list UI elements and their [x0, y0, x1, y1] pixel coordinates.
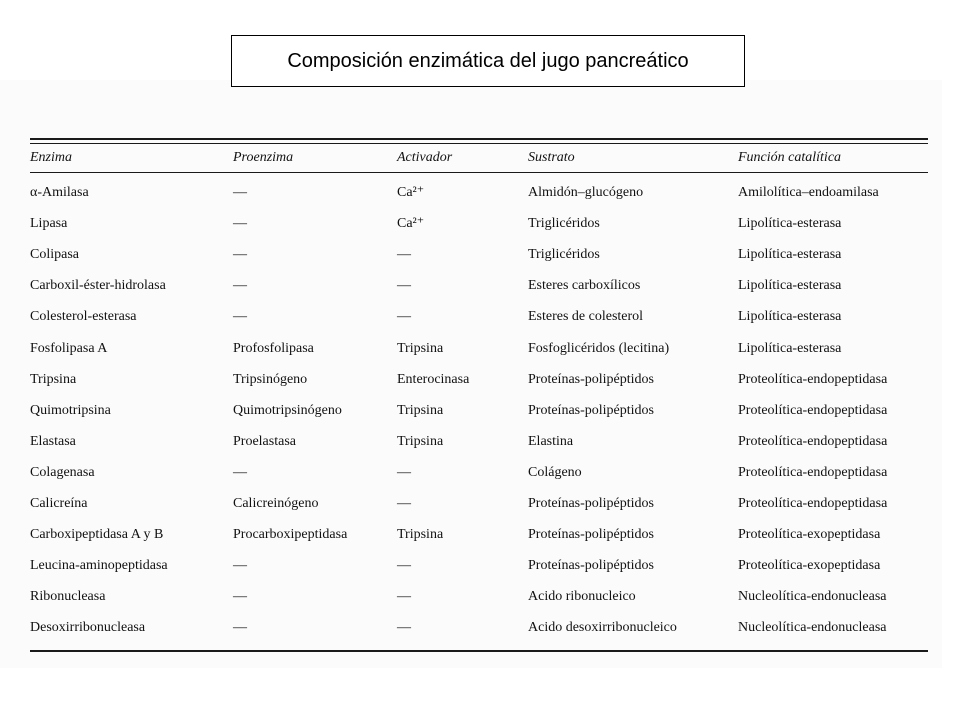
cell-funcion: Lipolítica-esterasa	[738, 247, 842, 263]
cell-proenzima: Tripsinógeno	[233, 371, 308, 387]
cell-funcion: Lipolítica-esterasa	[738, 340, 842, 356]
cell-proenzima: —	[233, 247, 247, 263]
cell-activador: Tripsina	[397, 433, 444, 449]
table-top-rule-thin	[30, 143, 928, 144]
cell-proenzima: Quimotripsinógeno	[233, 402, 342, 418]
cell-sustrato: Fosfoglicéridos (lecitina)	[528, 340, 670, 356]
header-sustrato: Sustrato	[528, 150, 575, 165]
cell-proenzima: —	[233, 309, 247, 325]
cell-proenzima: Profosfolipasa	[233, 340, 314, 356]
cell-enzima: Colesterol-esterasa	[30, 309, 137, 325]
cell-funcion: Nucleolítica-endonucleasa	[738, 589, 887, 605]
cell-enzima: Fosfolipasa A	[30, 340, 108, 356]
header-activador: Activador	[397, 150, 453, 165]
cell-enzima: Tripsina	[30, 371, 77, 387]
cell-activador: —	[397, 464, 411, 480]
cell-activador: —	[397, 278, 411, 294]
cell-enzima: α-Amilasa	[30, 185, 89, 200]
cell-proenzima: Procarboxipeptidasa	[233, 527, 348, 543]
header-funcion: Función catalítica	[738, 150, 842, 165]
cell-sustrato: Proteínas-polipéptidos	[528, 558, 654, 574]
cell-funcion: Proteolítica-endopeptidasa	[738, 464, 888, 480]
cell-enzima: Calicreína	[30, 496, 88, 511]
cell-sustrato: Proteínas-polipéptidos	[528, 402, 654, 418]
cell-proenzima: —	[233, 216, 247, 232]
cell-activador: Ca²⁺	[397, 216, 425, 232]
cell-activador: —	[397, 496, 411, 511]
cell-activador: Tripsina	[397, 402, 444, 418]
cell-funcion: Lipolítica-esterasa	[738, 309, 842, 325]
cell-sustrato: Almidón–glucógeno	[528, 185, 644, 200]
cell-proenzima: —	[233, 464, 247, 480]
cell-activador: —	[397, 620, 411, 636]
cell-enzima: Lipasa	[30, 216, 68, 232]
cell-sustrato: Triglicéridos	[528, 247, 600, 263]
cell-funcion: Lipolítica-esterasa	[738, 278, 842, 294]
table-header-rule	[30, 172, 928, 173]
cell-sustrato: Esteres carboxílicos	[528, 278, 641, 294]
cell-enzima: Colagenasa	[30, 464, 95, 480]
cell-funcion: Amilolítica–endoamilasa	[738, 185, 879, 200]
cell-activador: Enterocinasa	[397, 371, 470, 387]
cell-enzima: Carboxipeptidasa A y B	[30, 527, 164, 543]
cell-sustrato: Esteres de colesterol	[528, 309, 644, 325]
cell-sustrato: Acido desoxirribonucleico	[528, 620, 677, 636]
cell-enzima: Quimotripsina	[30, 402, 111, 418]
cell-sustrato: Proteínas-polipéptidos	[528, 527, 654, 543]
cell-funcion: Proteolítica-endopeptidasa	[738, 371, 888, 387]
cell-enzima: Desoxirribonucleasa	[30, 620, 146, 636]
cell-sustrato: Proteínas-polipéptidos	[528, 371, 654, 387]
cell-proenzima: —	[233, 558, 247, 574]
cell-funcion: Proteolítica-endopeptidasa	[738, 496, 888, 511]
header-proenzima: Proenzima	[233, 150, 294, 165]
cell-activador: —	[397, 309, 411, 325]
cell-sustrato: Elastina	[528, 433, 574, 449]
cell-activador: Ca²⁺	[397, 185, 425, 200]
cell-activador: Tripsina	[397, 527, 444, 543]
cell-sustrato: Proteínas-polipéptidos	[528, 496, 654, 511]
cell-funcion: Proteolítica-endopeptidasa	[738, 402, 888, 418]
cell-sustrato: Triglicéridos	[528, 216, 600, 232]
page-title: Composición enzimática del jugo pancreático	[231, 35, 745, 87]
cell-enzima: Leucina-aminopeptidasa	[30, 558, 168, 574]
cell-proenzima: —	[233, 278, 247, 294]
cell-enzima: Carboxil-éster-hidrolasa	[30, 278, 166, 294]
cell-enzima: Colipasa	[30, 247, 79, 263]
cell-funcion: Lipolítica-esterasa	[738, 216, 842, 232]
cell-proenzima: —	[233, 589, 247, 605]
cell-activador: —	[397, 247, 411, 263]
cell-proenzima: —	[233, 620, 247, 636]
cell-enzima: Elastasa	[30, 433, 76, 449]
cell-activador: Tripsina	[397, 340, 444, 356]
cell-activador: —	[397, 589, 411, 605]
cell-funcion: Proteolítica-endopeptidasa	[738, 433, 888, 449]
cell-activador: —	[397, 558, 411, 574]
cell-funcion: Proteolítica-exopeptidasa	[738, 527, 881, 543]
cell-enzima: Ribonucleasa	[30, 589, 106, 605]
cell-funcion: Proteolítica-exopeptidasa	[738, 558, 881, 574]
cell-sustrato: Acido ribonucleico	[528, 589, 636, 605]
cell-sustrato: Colágeno	[528, 464, 582, 480]
cell-proenzima: Proelastasa	[233, 433, 296, 449]
table-bottom-rule	[30, 650, 928, 652]
table-top-rule	[30, 138, 928, 140]
cell-proenzima: —	[233, 185, 247, 200]
header-enzima: Enzima	[30, 150, 72, 165]
cell-funcion: Nucleolítica-endonucleasa	[738, 620, 887, 636]
cell-proenzima: Calicreinógeno	[233, 496, 319, 511]
